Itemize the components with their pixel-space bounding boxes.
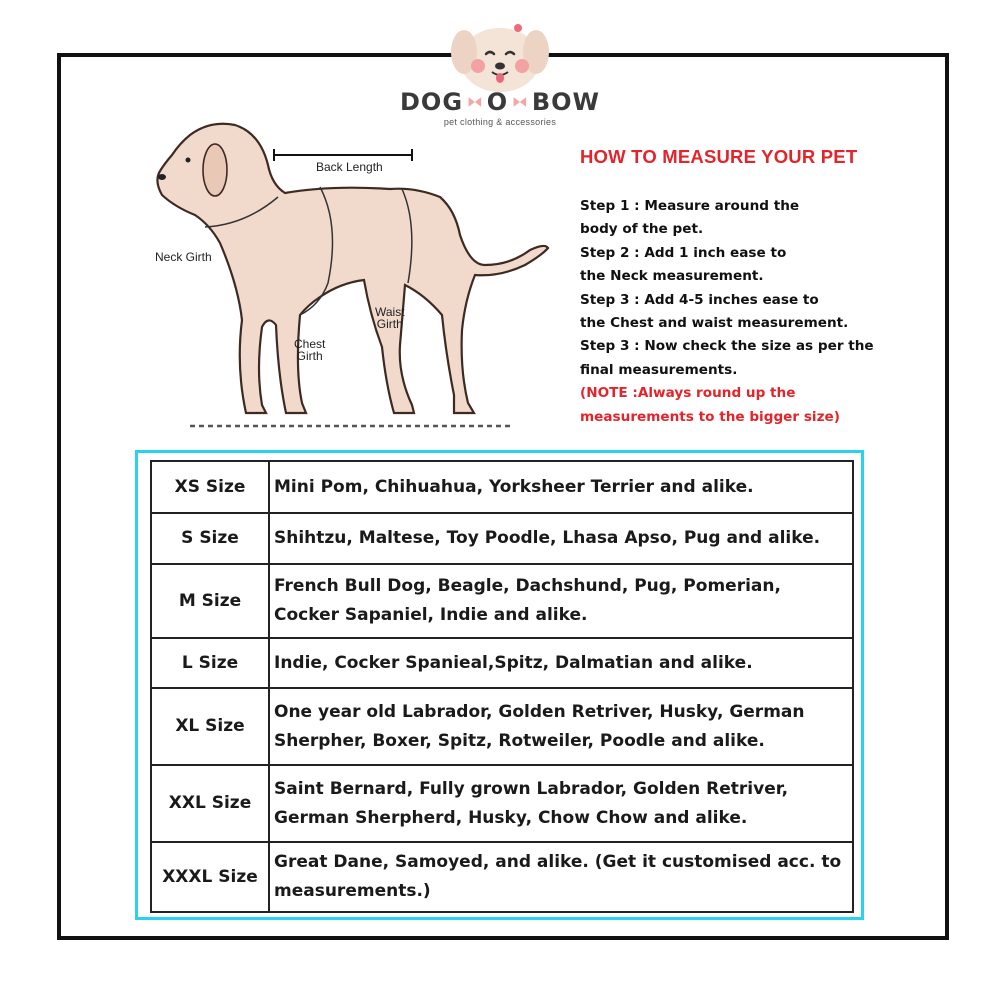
size-cell: S Size [151,513,269,564]
chest-girth-label-line1: Chest [294,337,326,351]
step-line: the Chest and waist measurement. [580,315,849,332]
step-line: Step 1 : Measure around the [580,198,800,214]
waist-girth-label-line1: Waist [375,305,405,319]
neck-girth-label: Neck Girth [155,250,212,264]
step-line: Step 3 : Add 4-5 inches ease to [580,291,819,308]
dog-face-logo-icon [448,14,552,94]
table-row [151,842,853,912]
step-line: Step 2 : Add 1 inch ease to [580,244,787,261]
note-line: measurements to the bigger size) [580,408,840,425]
brand-name-mid: O [486,88,509,116]
brand-name-right: BOW [531,88,600,116]
breeds-cell: Great Dane, Samoyed, and alike. (Get it customised acc. to measurements.) [269,842,853,912]
table-row [151,513,853,564]
size-cell: XXXL Size [151,842,269,912]
back-length-label: Back Length [316,160,383,174]
size-cell: XS Size [151,461,269,513]
table-row [151,461,853,513]
step-line: the Neck measurement. [580,268,764,285]
breeds-cell: Saint Bernard, Fully grown Labrador, Golden Retriver, German Sherpherd, Husky, Chow Chow and alike. [269,765,853,842]
size-chart-table [150,460,854,913]
step-line: Step 3 : Now check the size as per the [580,338,874,355]
waist-girth-label-line2: Girth [376,317,403,331]
size-cell: L Size [151,638,269,688]
note-line: (NOTE :Always round up the [580,385,796,402]
table-row [151,688,853,765]
brand-name-left: DOG [400,88,464,116]
table-row [151,564,853,638]
breeds-cell: Shihtzu, Maltese, Toy Poodle, Lhasa Apso, Pug and alike. [269,513,853,564]
brand-tagline: pet clothing & accessories [443,117,557,127]
breeds-cell: French Bull Dog, Beagle, Dachshund, Pug, Pomerian, Cocker Sapaniel, Indie and alike. [269,564,853,638]
step-line: final measurements. [580,361,738,378]
table-row [151,638,853,688]
size-chart-container [135,450,864,920]
bow-icon [512,92,528,112]
measurement-steps [580,195,910,429]
size-cell: XL Size [151,688,269,765]
step-line: body of the pet. [580,221,704,238]
breeds-cell: Indie, Cocker Spanieal,Spitz, Dalmatian and alike. [269,638,853,688]
how-to-measure-heading: HOW TO MEASURE YOUR PET [580,146,858,167]
breeds-cell: Mini Pom, Chihuahua, Yorksheer Terrier and alike. [269,461,853,513]
table-row [151,765,853,842]
breeds-cell: One year old Labrador, Golden Retriver, Husky, German Sherpher, Boxer, Spitz, Rotweiler, Poodle and alike. [269,688,853,765]
size-cell: XXL Size [151,765,269,842]
size-cell: M Size [151,564,269,638]
bow-icon [467,92,483,112]
chest-girth-label-line2: Girth [296,349,323,363]
